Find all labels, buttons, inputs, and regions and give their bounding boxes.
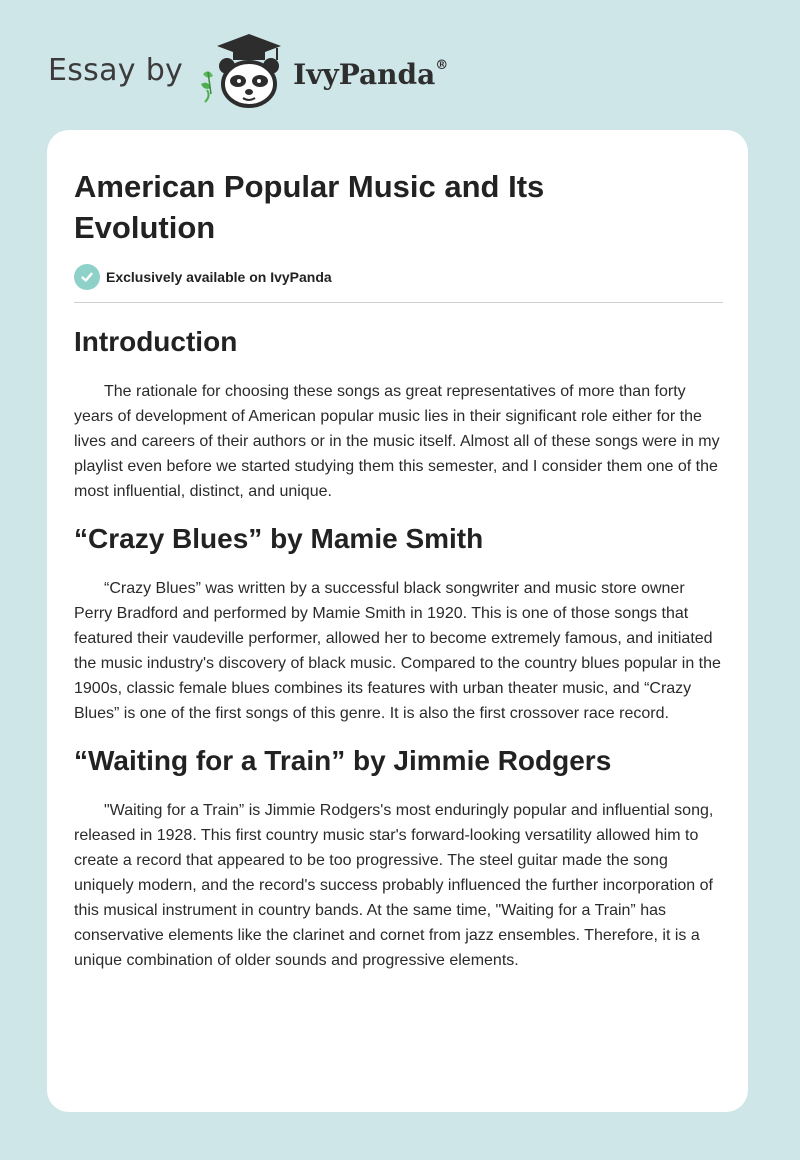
section-paragraph: “Crazy Blues” was written by a successful black songwriter and music store owner Perry Bradford and performed by Mamie Smith in 1920. This is one of those songs that featured their vaudeville performer, allowed her to become extremely famous, and initiated the music industry's discovery of black music. Compared to the country blues popular in the 1900s, classic female blues combines its features with urban theater music, and “Crazy Blues” is one of the first songs of this genre. It is also the first crossover race record. (74, 580, 721, 722)
section-introduction (74, 323, 724, 504)
panda-graduation-cap-icon (197, 30, 289, 110)
brand-text: IvyPanda (293, 57, 436, 91)
section-heading: “Waiting for a Train” by Jimmie Rodgers (74, 745, 612, 776)
brand-name[interactable] (293, 58, 448, 91)
section-paragraph: The rationale for choosing these songs as great representatives of more than forty years of development of American popular music lies in their significant role either for the lives and careers of their authors or in the music itself. Almost all of these songs were in my playlist even before we started studying them this semester, and I consider them one of the most influential, distinct, and unique. (74, 383, 720, 500)
ivy-leaf-icon (201, 71, 213, 102)
essay-title: American Popular Music and Its Evolution (74, 169, 545, 245)
essay-by-label: Essay by (48, 52, 184, 88)
divider (74, 302, 723, 303)
exclusive-label: Exclusively available on IvyPanda (106, 269, 332, 285)
site-header (48, 30, 448, 110)
section-paragraph: "Waiting for a Train” is Jimmie Rodgers's most enduringly popular and influential song, released in 1928. This first country music star's forward-looking versatility allowed him to create a record that appeared to be too progressive. The steel guitar made the song uniquely modern, and the record's success probably influenced the further incorporation of this musical instrument in country bands. At the same time, "Waiting for a Train” has conservative elements like the clarinet and cornet from jazz ensembles. Therefore, it is a unique combination of older sounds and progressive elements. (74, 802, 714, 969)
registered-mark: ® (435, 58, 449, 74)
check-circle-icon (74, 264, 100, 290)
exclusive-badge (74, 264, 332, 290)
ivypanda-logo[interactable] (197, 30, 289, 110)
section-heading: Introduction (74, 326, 238, 357)
section-waiting-for-a-train (74, 742, 724, 973)
essay-card (47, 130, 748, 1112)
section-crazy-blues (74, 520, 724, 726)
essay-body (74, 323, 724, 973)
section-heading: “Crazy Blues” by Mamie Smith (74, 523, 484, 554)
